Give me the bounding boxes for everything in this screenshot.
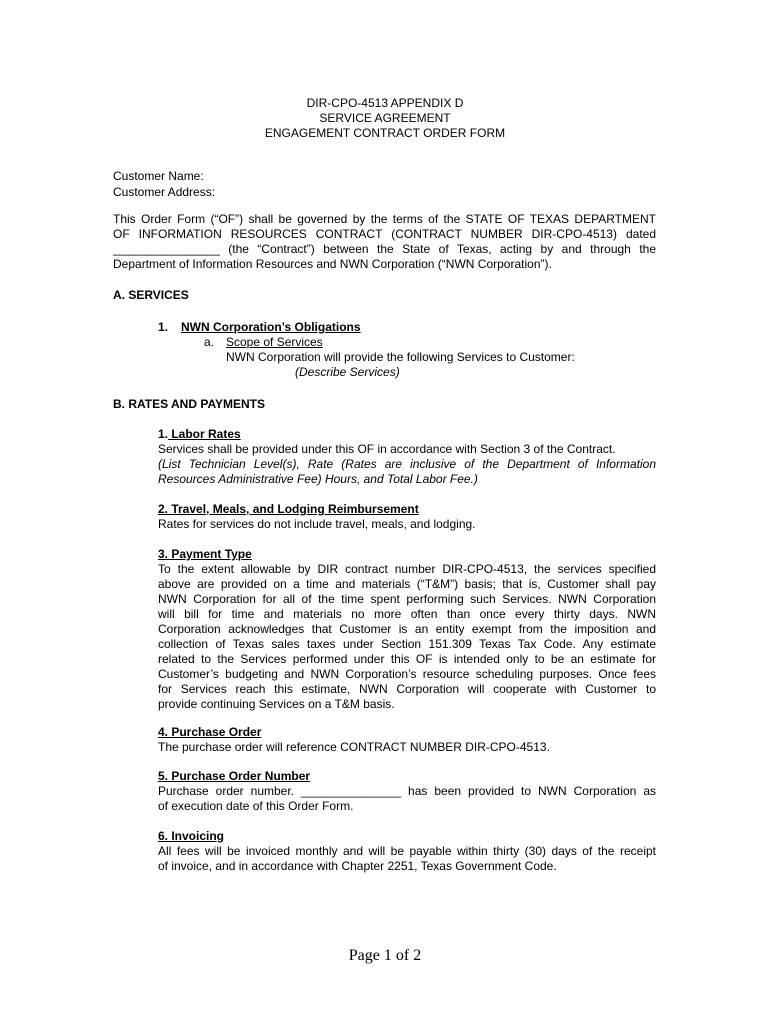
intro-line-2: OF INFORMATION RESOURCES CONTRACT (CONTRACT NUMBER DIR-CPO-4513) dated: [113, 227, 656, 241]
customer-address-label: Customer Address:: [113, 185, 216, 199]
payment-line: Corporation acknowledges that Customer is an entity exempt from the imposition and: [158, 622, 656, 636]
section-b-title: B. RATES AND PAYMENTS: [113, 397, 266, 411]
payment-line: above are provided on a time and materials (“T&M”) basis; that is, Customer shall pay: [158, 577, 656, 591]
invoicing-line-1: All fees will be invoiced monthly and will be payable within thirty (30) days of the receipt: [158, 844, 656, 858]
payment-line: related to the Services performed under this OF is intended only to be an estimate for: [158, 652, 656, 666]
page-number: Page 1 of 2: [348, 947, 422, 964]
labor-rates-number: 1.: [158, 427, 169, 441]
header-line-1: DIR-CPO-4513 APPENDIX D: [306, 96, 464, 110]
payment-line: will bill for time and materials no more often than once every thirty days. NWN: [158, 607, 656, 621]
customer-block: [113, 168, 656, 200]
travel-text: Rates for services do not include travel, meals, and lodging.: [158, 517, 476, 531]
header-line-2: SERVICE AGREEMENT: [319, 111, 451, 125]
intro-line-4: Department of Information Resources and NWN Corporation (“NWN Corporation”).: [113, 257, 552, 271]
scope-text: NWN Corporation will provide the following Services to Customer:: [226, 350, 575, 364]
payment-line: for Services reach this estimate, NWN Corporation will cooperate with Customer to: [158, 682, 656, 696]
customer-name-label: Customer Name:: [113, 169, 204, 183]
labor-rates-note-1: (List Technician Level(s), Rate (Rates are inclusive of the Department of Information: [158, 457, 656, 471]
invoicing: [158, 829, 656, 874]
payment-line: collection of Texas sales taxes under Section 151.309 Texas Tax Code. Any estimate: [158, 637, 656, 651]
travel-reimbursement: [158, 502, 656, 532]
po-number-title: 5. Purchase Order Number: [158, 769, 311, 783]
intro-line-3: ________________ (the “Contract”) between the State of Texas, acting by and through the: [113, 242, 656, 256]
purchase-order: [158, 725, 656, 755]
labor-rates: [158, 427, 656, 487]
scope-of-services: [204, 335, 656, 350]
payment-line: To the extent allowable by DIR contract number DIR-CPO-4513, the services specified: [158, 562, 656, 576]
section-a-item-1: [158, 320, 656, 335]
labor-rates-heading: [158, 427, 656, 442]
po-number-line-1: Purchase order number. _______________ has been provided to NWN Corporation as: [158, 784, 656, 798]
labor-rates-title: Labor Rates: [168, 427, 241, 441]
intro-line-1: This Order Form (“OF”) shall be governed by the terms of the STATE OF TEXAS DEPARTMENT: [113, 212, 656, 226]
purchase-order-text: The purchase order will reference CONTRACT NUMBER DIR-CPO-4513.: [158, 740, 550, 754]
scope-note: (Describe Services): [295, 365, 400, 379]
labor-rates-note-2: Resources Administrative Fee) Hours, and Total Labor Fee.): [158, 472, 478, 486]
po-number-line-2: of execution date of this Order Form.: [158, 799, 354, 813]
payment-line: Customer’s budgeting and NWN Corporation’s resource scheduling purposes. Once fees: [158, 667, 656, 681]
scope-letter: a.: [204, 335, 215, 349]
labor-rates-text: Services shall be provided under this OF in accordance with Section 3 of the Contract.: [158, 442, 616, 456]
section-a-item-1-title: NWN Corporation’s Obligations: [181, 320, 361, 334]
payment-type-title: 3. Payment Type: [158, 547, 252, 561]
intro-paragraph: [113, 212, 656, 272]
purchase-order-number: [158, 769, 656, 814]
invoicing-line-2: of invoice, and in accordance with Chapter 2251, Texas Government Code.: [158, 859, 557, 873]
payment-line: provide continuing Services on a T&M basis.: [158, 697, 395, 711]
document-header: [0, 95, 770, 142]
section-a-item-1-number: 1.: [158, 320, 169, 334]
purchase-order-title: 4. Purchase Order: [158, 725, 262, 739]
section-a-title: A. SERVICES: [113, 288, 189, 302]
invoicing-title: 6. Invoicing: [158, 829, 225, 843]
travel-title: 2. Travel, Meals, and Lodging Reimbursement: [158, 502, 419, 516]
payment-line: NWN Corporation for all of the time spent performing such Services. NWN Corporation: [158, 592, 656, 606]
header-line-3: ENGAGEMENT CONTRACT ORDER FORM: [264, 126, 506, 140]
payment-type: [158, 547, 656, 712]
scope-title: Scope of Services: [226, 335, 323, 349]
